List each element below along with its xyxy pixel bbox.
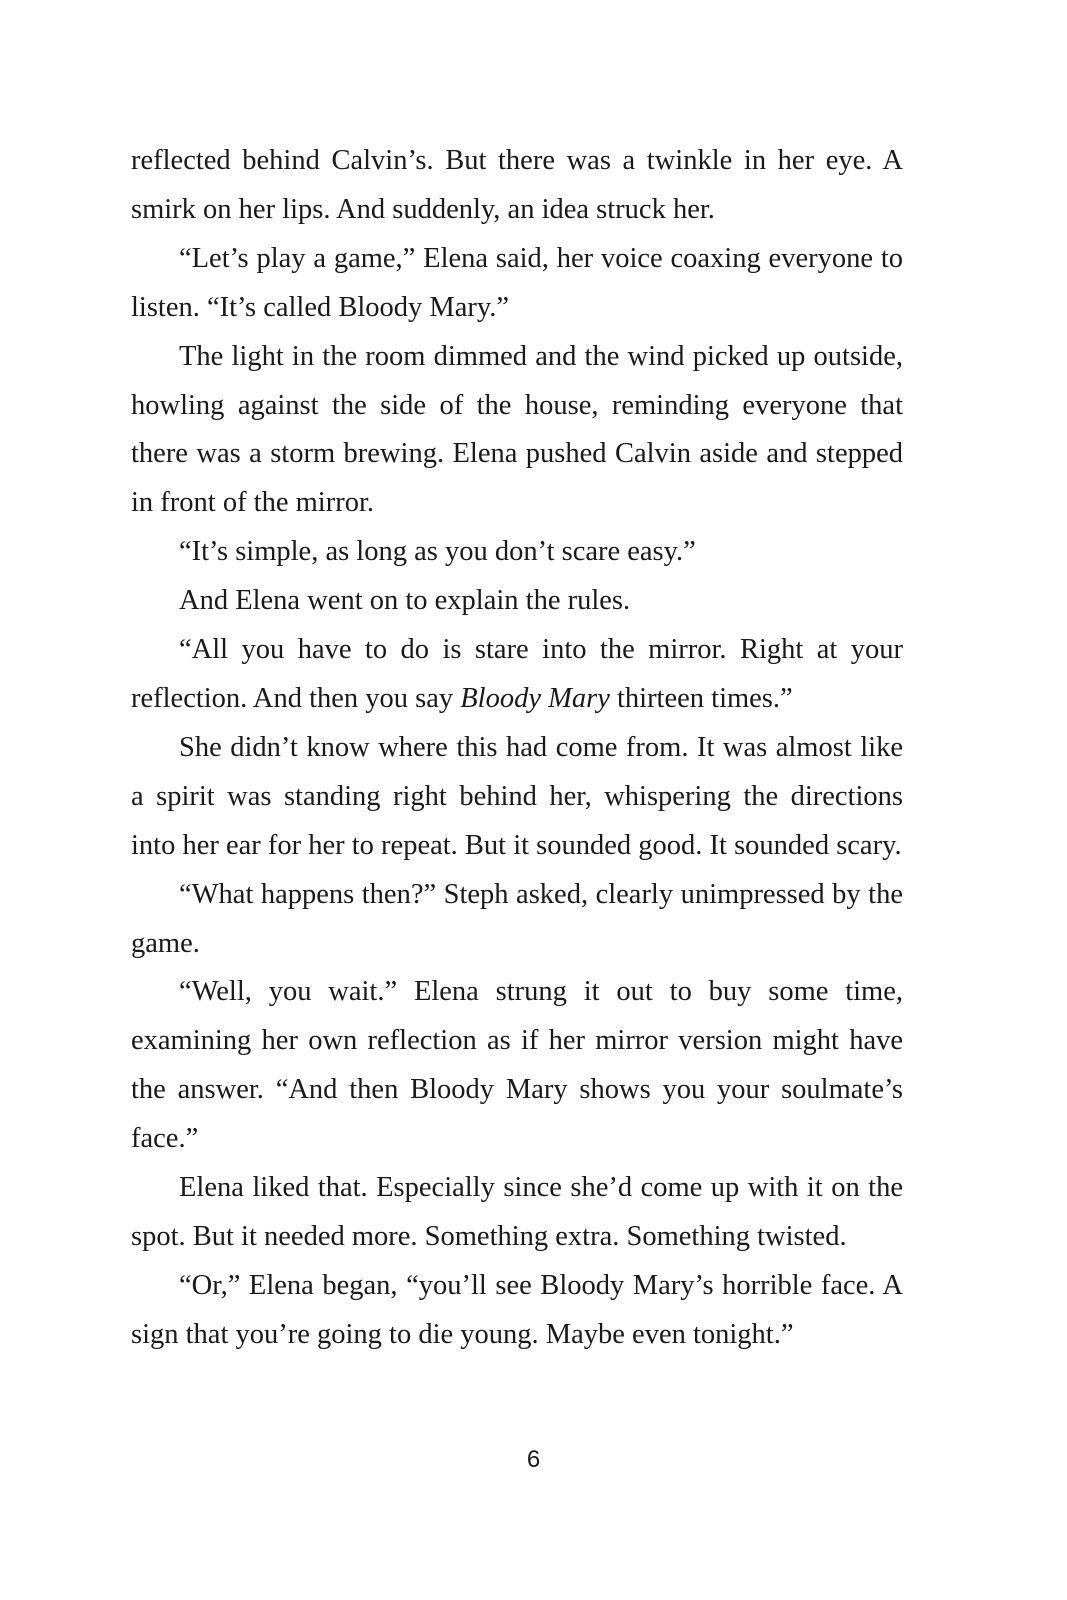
paragraph [131, 1262, 903, 1360]
paragraph-text: And Elena went on to explain the rules. [179, 585, 631, 617]
paragraph [131, 871, 903, 969]
paragraph-text: The light in the room dimmed and the wind picked up outside, howling against the side of the house, reminding everyone that there was a storm brewing. Elena pushed Calvin aside and stepped in front of the mirror. [131, 340, 903, 519]
body-text [131, 137, 903, 1360]
page-number: 6 [526, 1446, 541, 1473]
paragraph [131, 1164, 903, 1262]
paragraph [131, 235, 903, 333]
paragraph-text: “What happens then?” Steph asked, clearly unimpressed by the game. [131, 878, 903, 959]
paragraph [131, 577, 903, 626]
paragraph-text: “Let’s play a game,” Elena said, her voice coaxing everyone to listen. “It’s called Bloody Mary.” [131, 242, 903, 323]
italic-text: Bloody Mary [460, 682, 610, 714]
paragraph [131, 724, 903, 871]
paragraph-text: “Or,” Elena began, “you’ll see Bloody Mary’s horrible face. A sign that you’re going to die young. Maybe even tonight.” [131, 1269, 903, 1350]
paragraph-text: “All you have to do is stare into the mirror. Right at your reflection. And then you say [131, 634, 903, 714]
paragraph [131, 528, 903, 577]
paragraph-text: reflected behind Calvin’s. But there was a twinkle in her eye. A smirk on her lips. And suddenly, an idea struck her. [131, 145, 903, 225]
paragraph [131, 333, 903, 529]
paragraph [131, 137, 903, 235]
paragraph [131, 626, 903, 724]
paragraph-text: thirteen times.” [609, 682, 793, 714]
paragraph-text: Elena liked that. Especially since she’d come up with it on the spot. But it needed more. Something extra. Something twisted. [131, 1172, 903, 1252]
paragraph-text: She didn’t know where this had come from. It was almost like a spirit was standing right behind her, whispering the directions into her ear for her to repeat. But it sounded good. It sounded scary. [131, 731, 903, 861]
paragraph-text: “It’s simple, as long as you don’t scare easy.” [179, 536, 696, 568]
paragraph [131, 968, 903, 1164]
paragraph-text: “Well, you wait.” Elena strung it out to buy some time, examining her own reflection as if her mirror version might have the answer. “And then Bloody Mary shows you your soulmate’s face.” [131, 976, 903, 1155]
